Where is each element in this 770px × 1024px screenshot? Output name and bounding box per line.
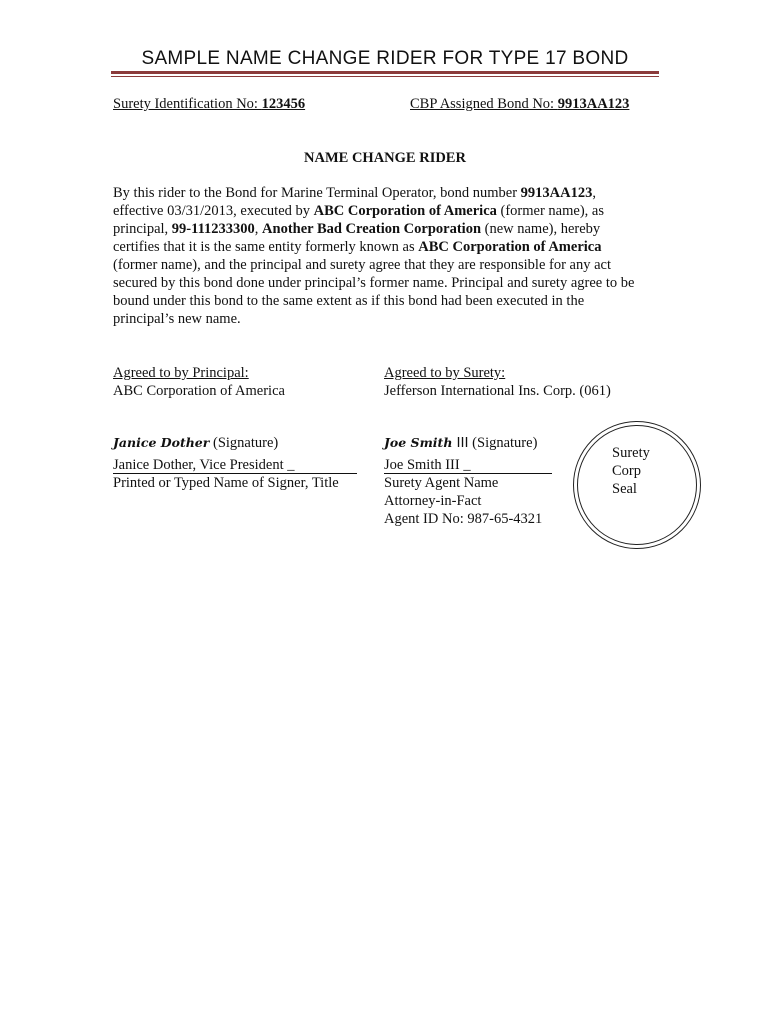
surety-signature-label: (Signature) xyxy=(468,435,538,451)
title-rule-thin xyxy=(111,76,659,77)
seal-line: Surety xyxy=(612,445,650,461)
surety-signature xyxy=(384,434,537,452)
surety-id-value: 123456 xyxy=(261,96,306,112)
surety-name-line: Joe Smith III _ xyxy=(384,456,552,474)
paragraph-segment: Another Bad Creation Corporation xyxy=(262,221,482,237)
title-rule-thick xyxy=(111,71,659,74)
surety-agent-id: Agent ID No: 987-65-4321 xyxy=(384,511,543,527)
surety-identification xyxy=(113,95,305,113)
principal-name-line: Janice Dother, Vice President _ xyxy=(113,456,357,474)
paragraph-segment: ABC Corporation of America xyxy=(418,239,602,255)
bond-no-label: CBP Assigned Bond No: xyxy=(410,96,558,112)
surety-name-caption: Surety Agent Name xyxy=(384,475,499,491)
paragraph-segment: 9913AA123 xyxy=(520,185,593,201)
rider-heading: NAME CHANGE RIDER xyxy=(304,150,466,166)
bond-number xyxy=(410,95,629,113)
surety-seal-text xyxy=(612,444,672,498)
paragraph-segment: (former name), and the principal and surety agree that they are responsible for any act secured by this bond done under principal’s former name. Principal and surety agree to be bound under this bond to the same extent as if this bond had been executed in the principal’s new name. xyxy=(113,257,635,327)
paragraph-segment: (new name), hereby certifies that it is the same entity formerly known as xyxy=(113,221,601,255)
paragraph-segment: , effective 03/31/2013, executed by xyxy=(113,185,596,219)
surety-id-label: Surety Identification No: xyxy=(113,96,262,112)
principal-company: ABC Corporation of America xyxy=(113,383,285,399)
seal-line: Seal xyxy=(612,481,637,497)
principal-signature xyxy=(113,434,278,452)
bond-no-value: 9913AA123 xyxy=(557,96,630,112)
surety-heading: Agreed to by Surety: xyxy=(384,365,506,381)
surety-signature-suffix: III xyxy=(452,435,469,451)
paragraph-segment: , xyxy=(254,221,263,237)
rider-paragraph xyxy=(113,184,648,328)
surety-role: Attorney-in-Fact xyxy=(384,493,482,509)
paragraph-segment: (former name), as principal, xyxy=(113,203,604,237)
principal-signature-label: (Signature) xyxy=(209,435,279,451)
surety-signature-script: Joe Smith xyxy=(384,435,453,450)
seal-line: Corp xyxy=(612,463,641,479)
document-title: SAMPLE NAME CHANGE RIDER FOR TYPE 17 BOND xyxy=(141,48,629,69)
principal-signature-script: Janice Dother xyxy=(113,435,210,450)
paragraph-segment: By this rider to the Bond for Marine Terminal Operator, bond number xyxy=(113,185,521,201)
paragraph-segment: ABC Corporation of America xyxy=(313,203,497,219)
paragraph-segment: 99-111233300 xyxy=(171,221,255,237)
principal-heading: Agreed to by Principal: xyxy=(113,365,249,381)
surety-company: Jefferson International Ins. Corp. (061) xyxy=(384,383,611,399)
principal-name-caption: Printed or Typed Name of Signer, Title xyxy=(113,475,339,491)
